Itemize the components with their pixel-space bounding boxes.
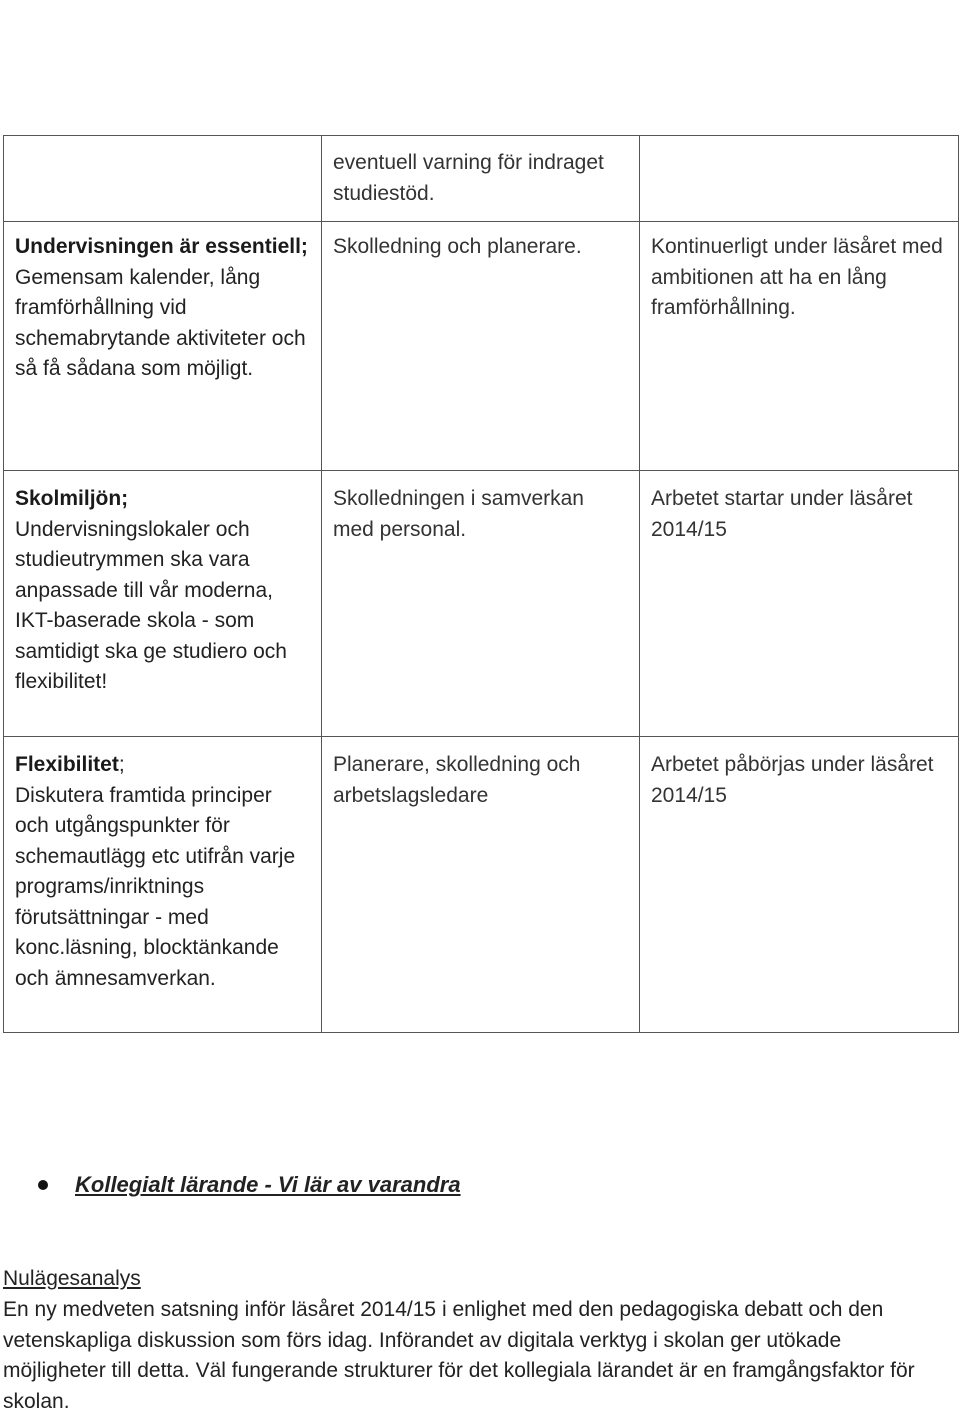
analysis-section	[3, 1264, 943, 1418]
responsible-text: Skolledning och planerare.	[333, 235, 582, 258]
time-text: Arbetet påbörjas under läsåret 2014/15	[651, 753, 934, 807]
goal-title: Undervisningen är essentiell;	[15, 235, 308, 258]
table-cell-responsible	[322, 471, 640, 737]
table-row	[4, 471, 959, 737]
goal-description: Diskutera framtida principer och utgångspunkter för schemautlägg etc utifrån varje programs/inriktnings förutsättningar - med konc.läsning, blocktänkande och ämnesamverkan.	[15, 783, 296, 990]
table-row	[4, 136, 959, 222]
table-cell-left	[4, 136, 322, 222]
responsible-text: Skolledningen i samverkan med personal.	[333, 487, 584, 541]
table-cell-goal	[4, 471, 322, 737]
goal-description: Gemensam kalender, lång framförhållning vid schemabrytande aktiviteter och så få sådana som möjligt.	[15, 265, 306, 380]
goal-description: Undervisningslokaler och studieutrymmen ska vara anpassade till vår moderna, IKT-baserade skola - som samtidigt ska ge studiero och flexibilitet!	[15, 517, 287, 693]
section-heading	[38, 1172, 461, 1198]
analysis-body: En ny medveten satsning inför läsåret 2014/15 i enlighet med den pedagogiska debatt och den vetenskapliga diskussion som förs idag. Införandet av digitala verktyg i skolan ger utökade möjligheter till detta. Väl fungerande strukturer för det kollegiala lärandet är en framgångsfaktor för skolan.	[3, 1297, 915, 1414]
table-cell-responsible	[322, 136, 640, 222]
table-cell-time	[640, 737, 959, 1033]
table-cell-goal	[4, 737, 322, 1033]
time-text: Kontinuerligt under läsåret med ambitionen att ha en lång framförhållning.	[651, 235, 943, 319]
table-cell-goal	[4, 222, 322, 471]
table-cell-responsible	[322, 222, 640, 471]
bullet-icon	[38, 1180, 48, 1190]
section-heading-text: Kollegialt lärande - Vi lär av varandra	[75, 1172, 461, 1197]
table-cell-time	[640, 136, 959, 222]
goal-title-suffix: ;	[118, 753, 125, 776]
goal-title: Flexibilitet	[15, 753, 119, 776]
table-cell-time	[640, 471, 959, 737]
table-cell-time	[640, 222, 959, 471]
plan-table	[3, 135, 959, 1033]
table-cell-responsible	[322, 737, 640, 1033]
responsible-text: Planerare, skolledning och arbetslagsledare	[333, 753, 581, 807]
time-text: Arbetet startar under läsåret 2014/15	[651, 487, 913, 541]
goal-title: Skolmiljön;	[15, 487, 129, 510]
analysis-label: Nulägesanalys	[3, 1267, 141, 1290]
responsible-text: eventuell varning för indraget studiestöd.	[333, 151, 604, 205]
table-row	[4, 737, 959, 1033]
table-row	[4, 222, 959, 471]
